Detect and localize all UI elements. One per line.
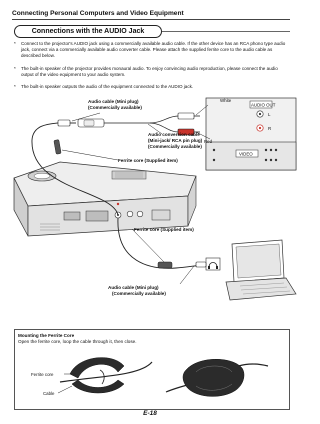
ferrite-core-top [54, 140, 61, 155]
note-bullet: * [14, 41, 16, 46]
label-audio-cable-top-sub: (Commercially available) [88, 105, 142, 110]
note-text: Connect to the projector's AUDIO jack using a commercially available audio cable. If the other device has an RCA phono type audio jack, connect via a commercially available audio converter cable. Please attach the supplied ferrite core to the audio cable as described below. [21, 41, 286, 58]
vcr-panel-label: VIDEO [239, 151, 253, 157]
laptop-illustration [206, 240, 296, 300]
rca-plug-white [178, 113, 194, 119]
note-bullet: * [14, 66, 16, 71]
label-l: L [268, 112, 271, 117]
label-ferrite-top: Ferrite core (Supplied item) [118, 158, 178, 163]
ferrite-box-description: Open the ferrite core, loop the cable through it, then close. [18, 339, 137, 344]
projector-illustration [14, 162, 196, 236]
label-converter-sub1: (Mini-jack/ RCA pin plug) [148, 138, 203, 143]
ferrite-box-title: Mounting the Ferrite Core [18, 333, 75, 338]
label-ferrite-core-box: Ferrite core [31, 372, 54, 377]
label-audio-out: AUDIO OUT [251, 102, 276, 108]
label-audio-cable-bottom-sub: (Commercially available) [112, 291, 166, 296]
section-title: Connections with the AUDIO Jack [14, 25, 162, 38]
page-number: E-18 [143, 410, 157, 417]
note-text: The built-in speaker of the projector provides monaural audio. To enjoy convincing audio reproduction, please connect the audio output of the video equipment to your audio system. [21, 66, 278, 77]
label-audio-cable-bottom: Audio cable (Mini plug) [108, 285, 159, 290]
page-header-title: Connecting Personal Computers and Video Equipment [12, 10, 184, 17]
label-audio-cable-top: Audio cable (Mini plug) [88, 99, 139, 104]
label-white: White [220, 98, 232, 103]
label-converter-sub2: (Commercially available) [148, 144, 202, 149]
video-equipment [206, 98, 296, 170]
note-bullet: * [14, 84, 16, 89]
ferrite-core-bottom [158, 262, 172, 268]
label-r: R [268, 126, 272, 131]
label-converter: Audio conversion cable [148, 132, 200, 137]
note-text: The built-in speaker outputs the audio of the equipment connected to the AUDIO jack. [21, 84, 194, 89]
label-ferrite-bottom: Ferrite core (Supplied item) [134, 227, 194, 232]
label-cable-box: Cable [43, 391, 55, 396]
label-red: Red [204, 139, 213, 144]
